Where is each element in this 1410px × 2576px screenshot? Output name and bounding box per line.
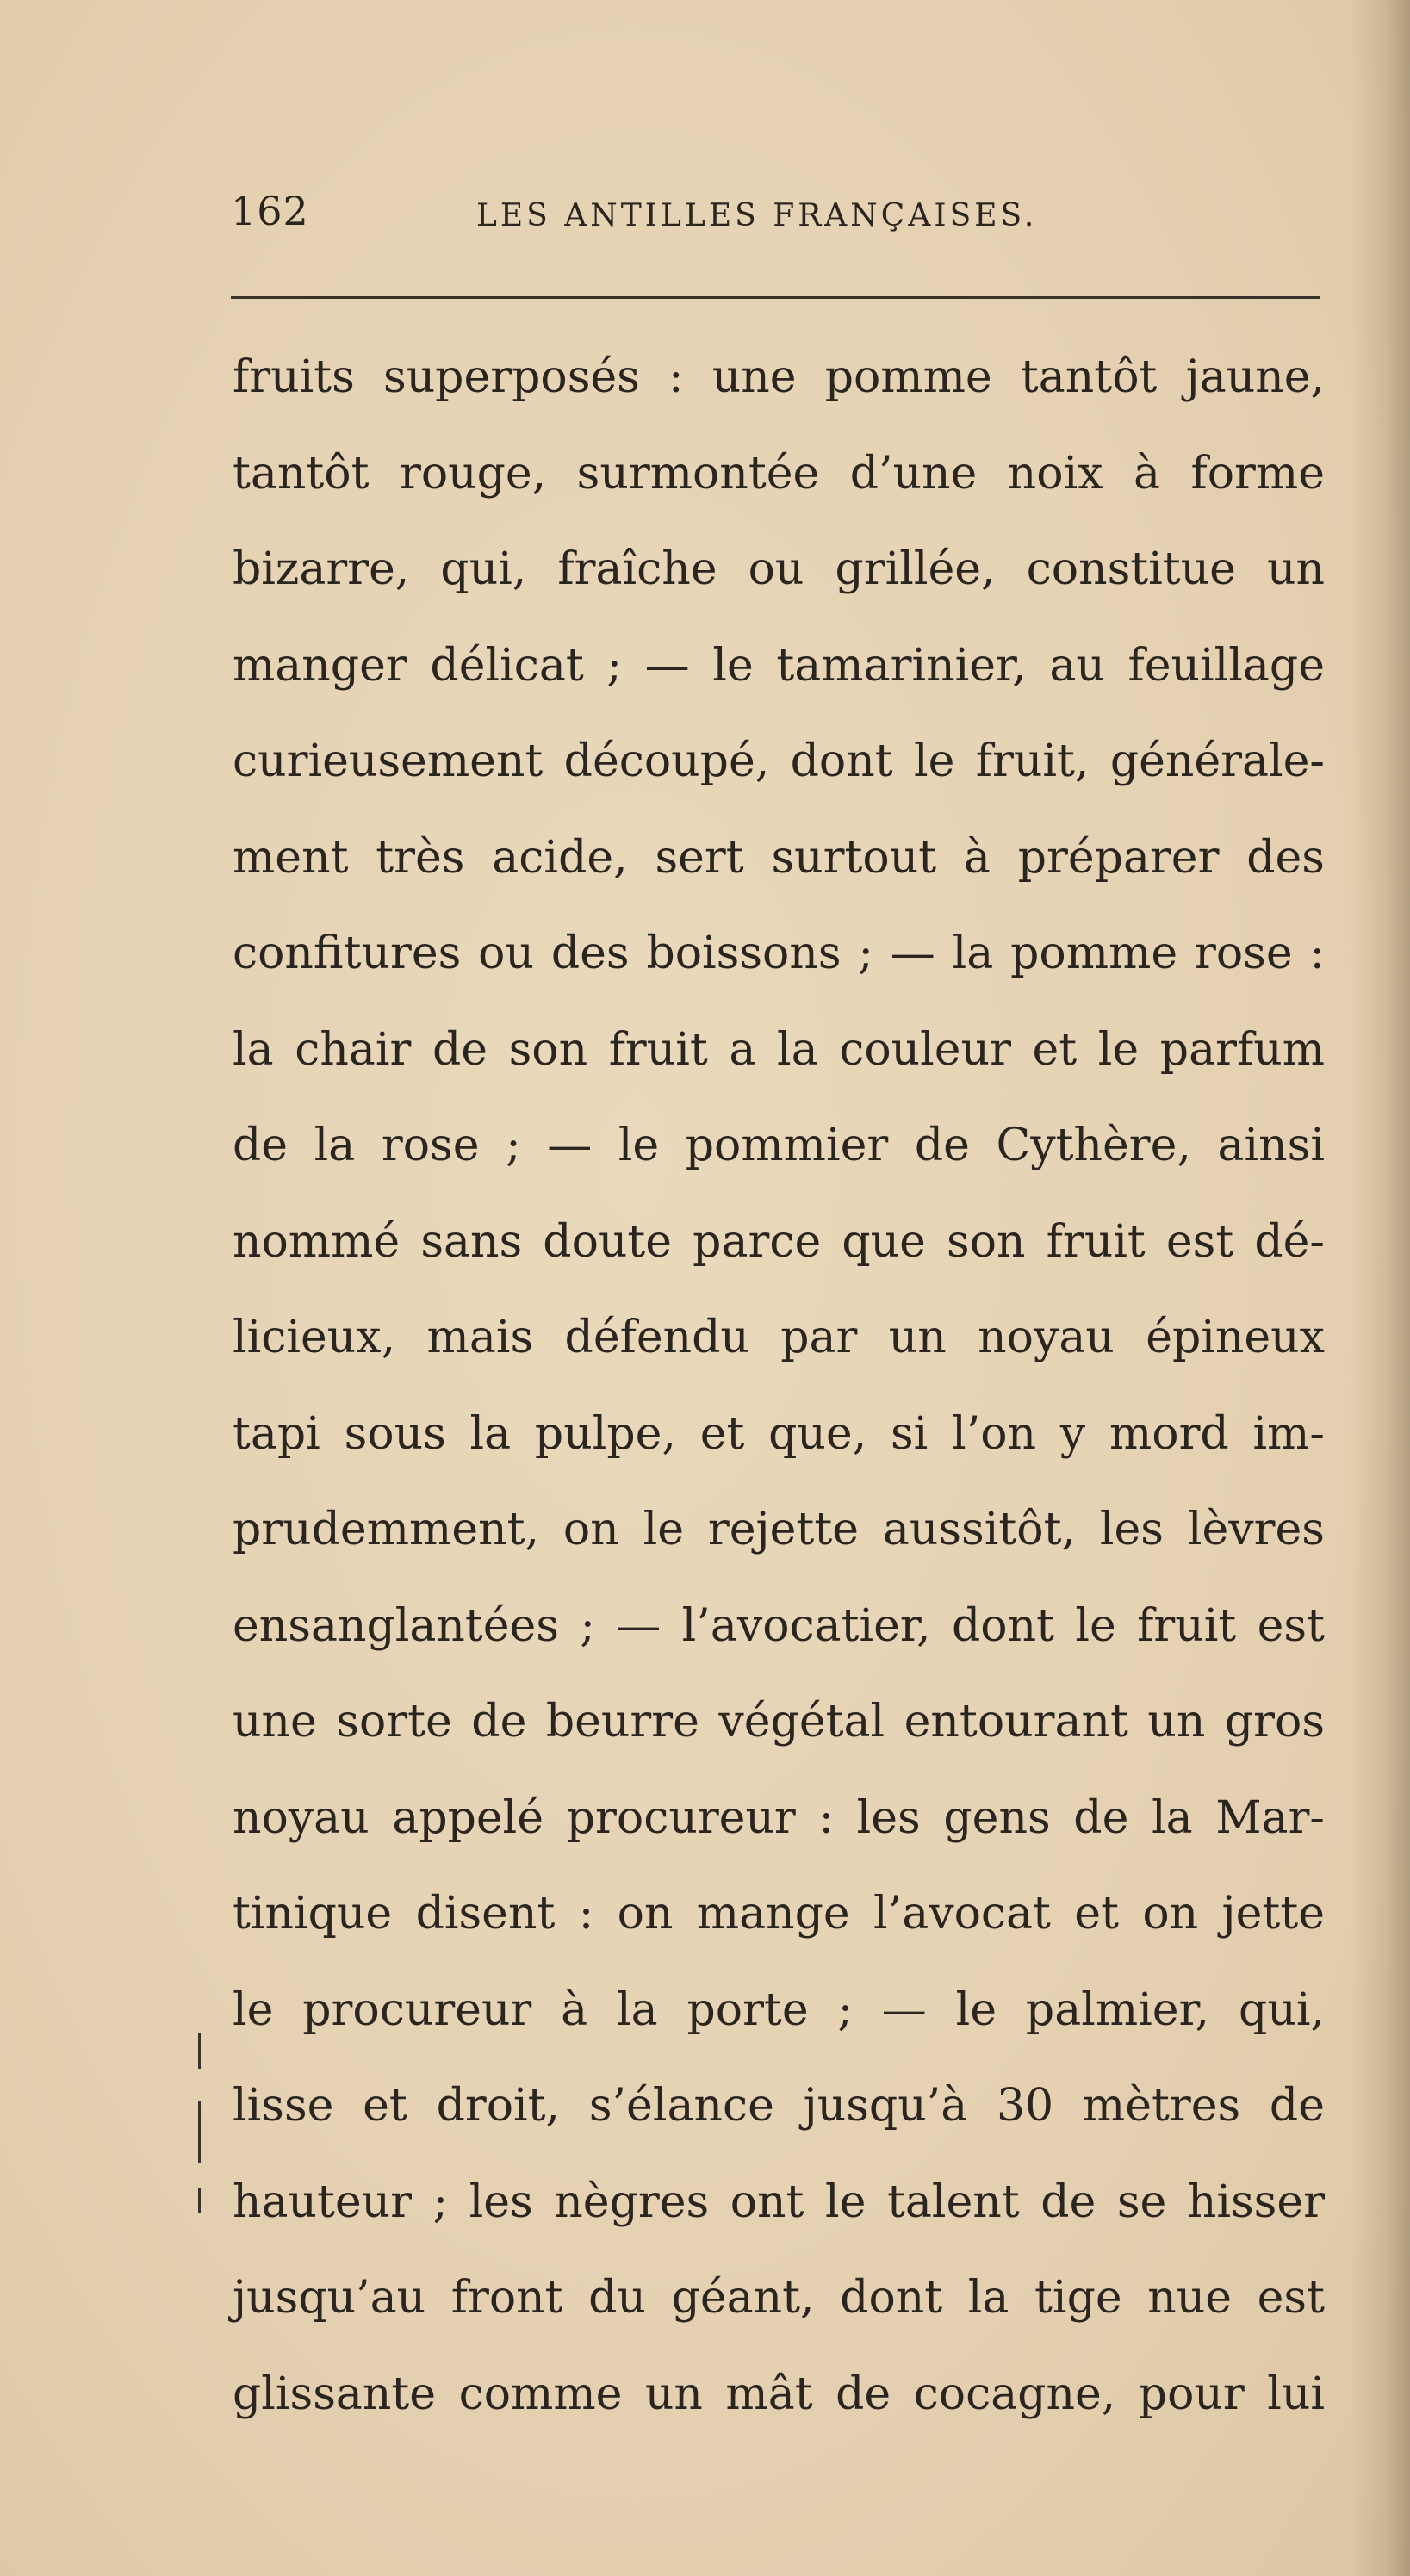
body-text: [233, 343, 1325, 2455]
margin-mark: [198, 2101, 201, 2163]
text-line: bizarre, qui, fraîche ou grillée, constitue un: [233, 543, 1325, 595]
page-number: 162: [231, 188, 309, 234]
text-line: tantôt rouge, surmontée d’une noix à forme: [233, 447, 1325, 500]
text-line: une sorte de beurre végétal entourant un gros: [233, 1696, 1325, 1747]
text-line: confitures ou des boissons ; — la pomme rose :: [233, 928, 1325, 979]
text-line: hauteur ; les nègres ont le talent de se hisser: [233, 2176, 1325, 2228]
page-header: [231, 188, 1333, 239]
text-line: prudemment, on le rejette aussitôt, les lèvres: [233, 1504, 1325, 1555]
text-line: tapi sous la pulpe, et que, si l’on y mord im-: [233, 1407, 1325, 1460]
text-line: nommé sans doute parce que son fruit est dé-: [233, 1215, 1325, 1268]
page-edge-shadow: [1350, 0, 1410, 2576]
text-line: fruits superposés : une pomme tantôt jaune,: [233, 351, 1325, 403]
text-line: licieux, mais défendu par un noyau épineux: [233, 1312, 1325, 1363]
text-line: noyau appelé procureur : les gens de la Mar-: [233, 1791, 1325, 1844]
text-line: la chair de son fruit a la couleur et le parfum: [233, 1023, 1325, 1076]
text-line: ensanglantées ; — l’avocatier, dont le fruit est: [233, 1599, 1325, 1652]
text-line: jusqu’au front du géant, dont la tige nue est: [233, 2272, 1325, 2324]
text-line: tinique disent : on mange l’avocat et on jette: [233, 1888, 1325, 1940]
text-line: manger délicat ; — le tamarinier, au feuillage: [233, 639, 1325, 692]
margin-mark: [198, 2188, 201, 2213]
text-line: lisse et droit, s’élance jusqu’à 30 mètres de: [233, 2080, 1325, 2132]
text-line: le procureur à la porte ; — le palmier, qui,: [233, 1983, 1325, 2036]
text-line: de la rose ; — le pommier de Cythère, ainsi: [233, 1120, 1325, 1171]
margin-mark: [198, 2033, 201, 2069]
text-line: curieusement découpé, dont le fruit, générale-: [233, 736, 1325, 787]
text-line: glissante comme un mât de cocagne, pour lui: [233, 2368, 1325, 2420]
running-title: LES ANTILLES FRANÇAISES.: [476, 198, 1038, 233]
text-line: ment très acide, sert surtout à préparer des: [233, 831, 1325, 884]
header-rule: [231, 296, 1320, 299]
